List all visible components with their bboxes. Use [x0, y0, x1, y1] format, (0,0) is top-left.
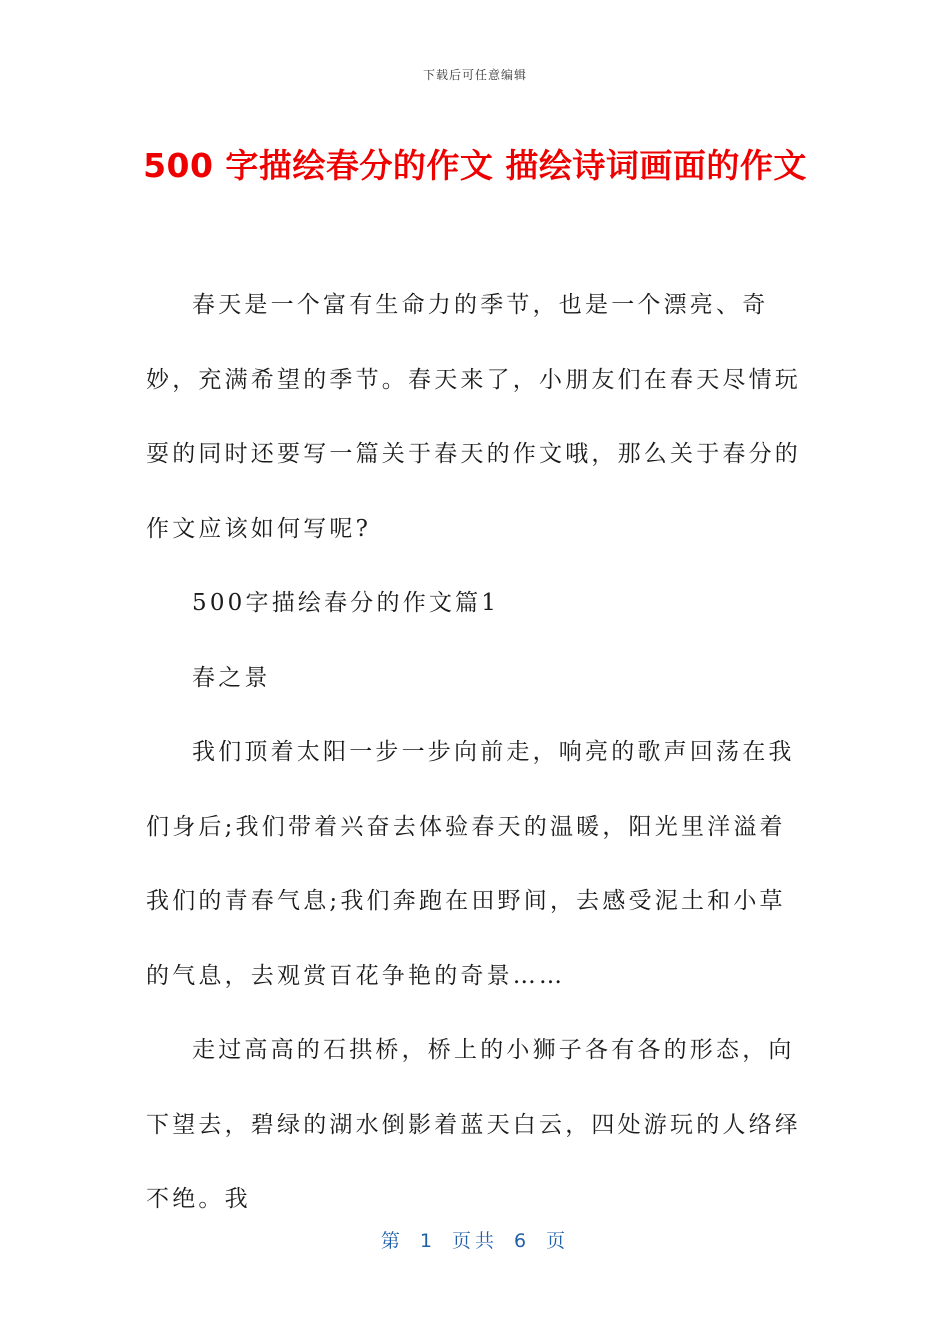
document-title: 500 字描绘春分的作文 描绘诗词画面的作文: [143, 146, 807, 185]
body-paragraph: 我们顶着太阳一步一步向前走，响亮的歌声回荡在我们身后;我们带着兴奋去体验春天的温暖，阳光里洋溢着我们的青春气息;我们奔跑在田野间，去感受泥土和小草的气息，去观赏百花争艳的奇景……: [146, 739, 795, 989]
page-number-footer: 第 1 页共 6 页: [380, 1230, 570, 1252]
intro-paragraph: 春天是一个富有生命力的季节，也是一个漂亮、奇妙，充满希望的季节。春天来了，小朋友们在春天尽情玩耍的同时还要写一篇关于春天的作文哦，那么关于春分的作文应该如何写呢?: [146, 292, 801, 542]
subheading: 春之景: [192, 664, 271, 691]
section-heading: 500字描绘春分的作文篇1: [192, 590, 500, 616]
body-paragraph: 走过高高的石拱桥，桥上的小狮子各有各的形态，向下望去，碧绿的湖水倒影着蓝天白云，四处游玩的人络绎不绝。我: [146, 1037, 801, 1212]
document-body: [146, 268, 806, 1237]
page-header-note: 下载后可任意编辑: [422, 68, 527, 82]
